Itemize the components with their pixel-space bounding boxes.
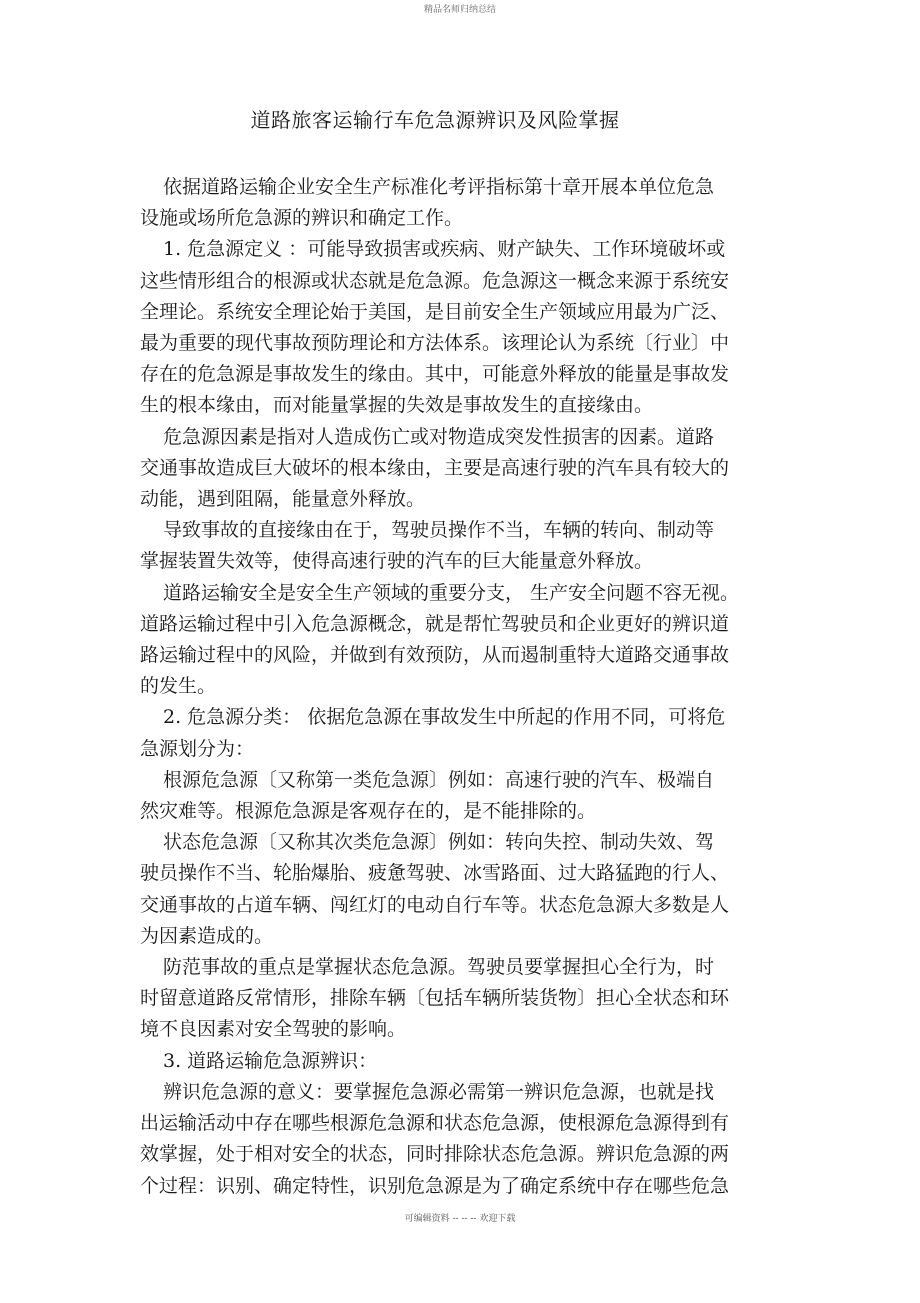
text-line: 出运输活动中存在哪些根源危急源和状态危急源，使根源危急源得到有 xyxy=(140,1112,730,1135)
text-line: 个过程：识别、确定特性，识别危急源是为了确定系统中存在哪些危急 xyxy=(140,1174,730,1197)
text-line: 掌握装置失效等，使得高速行驶的汽车的巨大能量意外释放。 xyxy=(140,550,654,573)
text-line: 1. 危急源定义 ：可能导致损害或疾病、财产缺失、工作环境破坏或 xyxy=(163,238,726,261)
text-line: 生的根本缘由，而对能量掌握的失效是事故发生的直接缘由。 xyxy=(140,394,654,417)
text-line: 这些情形组合的根源或状态就是危急源。危急源这一概念来源于系统安 xyxy=(140,269,730,292)
text-line: 效掌握，处于相对安全的状态，同时排除状态危急源。辨识危急源的两 xyxy=(140,1143,730,1166)
text-line: 设施或场所危急源的辨识和确定工作。 xyxy=(140,207,464,230)
text-line: 道路运输过程中引入危急源概念，就是帮忙驾驶员和企业更好的辨识道 xyxy=(140,612,730,635)
text-line: 然灾难等。根源危急源是客观存在的，是不能排除的。 xyxy=(140,800,597,823)
text-line: 存在的危急源是事故发生的缘由。其中，可能意外释放的能量是事故发 xyxy=(140,363,730,386)
text-line: 境不良因素对安全驾驶的影响。 xyxy=(140,1018,407,1041)
page-header: 精品名师归纳总结 xyxy=(423,5,496,15)
text-line: 导致事故的直接缘由在于，驾驶员操作不当，车辆的转向、制动等 xyxy=(163,519,715,542)
text-line: 状态危急源〔又称其次类危急源〕例如：转向失控、制动失效、驾 xyxy=(163,831,715,854)
text-line: 辨识危急源的意义：要掌握危急源必需第一辨识危急源，也就是找 xyxy=(163,1080,715,1103)
text-line: 急源划分为： xyxy=(140,737,255,760)
text-line: 最为重要的现代事故预防理论和方法体系。该理论认为系统〔行业〕中 xyxy=(140,332,730,355)
text-line: 2. 危急源分类： 依据危急源在事故发生中所起的作用不同，可将危 xyxy=(163,706,726,729)
text-line: 为因素造成的。 xyxy=(140,924,274,947)
text-line: 道路运输安全是安全生产领域的重要分支， 生产安全问题不容无视。 xyxy=(163,581,740,604)
text-line: 动能，遇到阻隔，能量意外释放。 xyxy=(140,488,426,511)
document-title: 道路旅客运输行车危急源辨识及风险掌握 xyxy=(250,108,620,132)
document-body xyxy=(140,172,800,1202)
text-line: 的发生。 xyxy=(140,675,217,698)
text-line: 交通事故造成巨大破坏的根本缘由，主要是高速行驶的汽车具有较大的 xyxy=(140,456,730,479)
text-line: 全理论。系统安全理论始于美国，是目前安全生产领域应用最为广泛、 xyxy=(140,300,730,323)
text-line: 路运输过程中的风险，并做到有效预防，从而遏制重特大道路交通事故 xyxy=(140,644,730,667)
text-line: 交通事故的占道车辆、闯红灯的电动自行车等。状态危急源大多数是人 xyxy=(140,893,730,916)
text-line: 依据道路运输企业安全生产标准化考评指标第十章开展本单位危急 xyxy=(163,176,715,198)
text-line: 危急源因素是指对人造成伤亡或对物造成突发性损害的因素。道路 xyxy=(163,425,715,448)
text-line: 根源危急源〔又称第一类危急源〕例如：高速行驶的汽车、极端自 xyxy=(163,768,715,791)
text-line: 3. 道路运输危急源辨识： xyxy=(163,1049,378,1072)
text-line: 时留意道路反常情形，排除车辆〔包括车辆所装货物〕担心全状态和环 xyxy=(140,987,730,1010)
page-footer: 可编辑资料 -- -- -- 欢迎下载 xyxy=(404,1214,516,1224)
text-line: 驶员操作不当、轮胎爆胎、疲惫驾驶、冰雪路面、过大路猛跑的行人、 xyxy=(140,862,730,885)
text-line: 防范事故的重点是掌握状态危急源。驾驶员要掌握担心全行为，时 xyxy=(163,956,715,979)
